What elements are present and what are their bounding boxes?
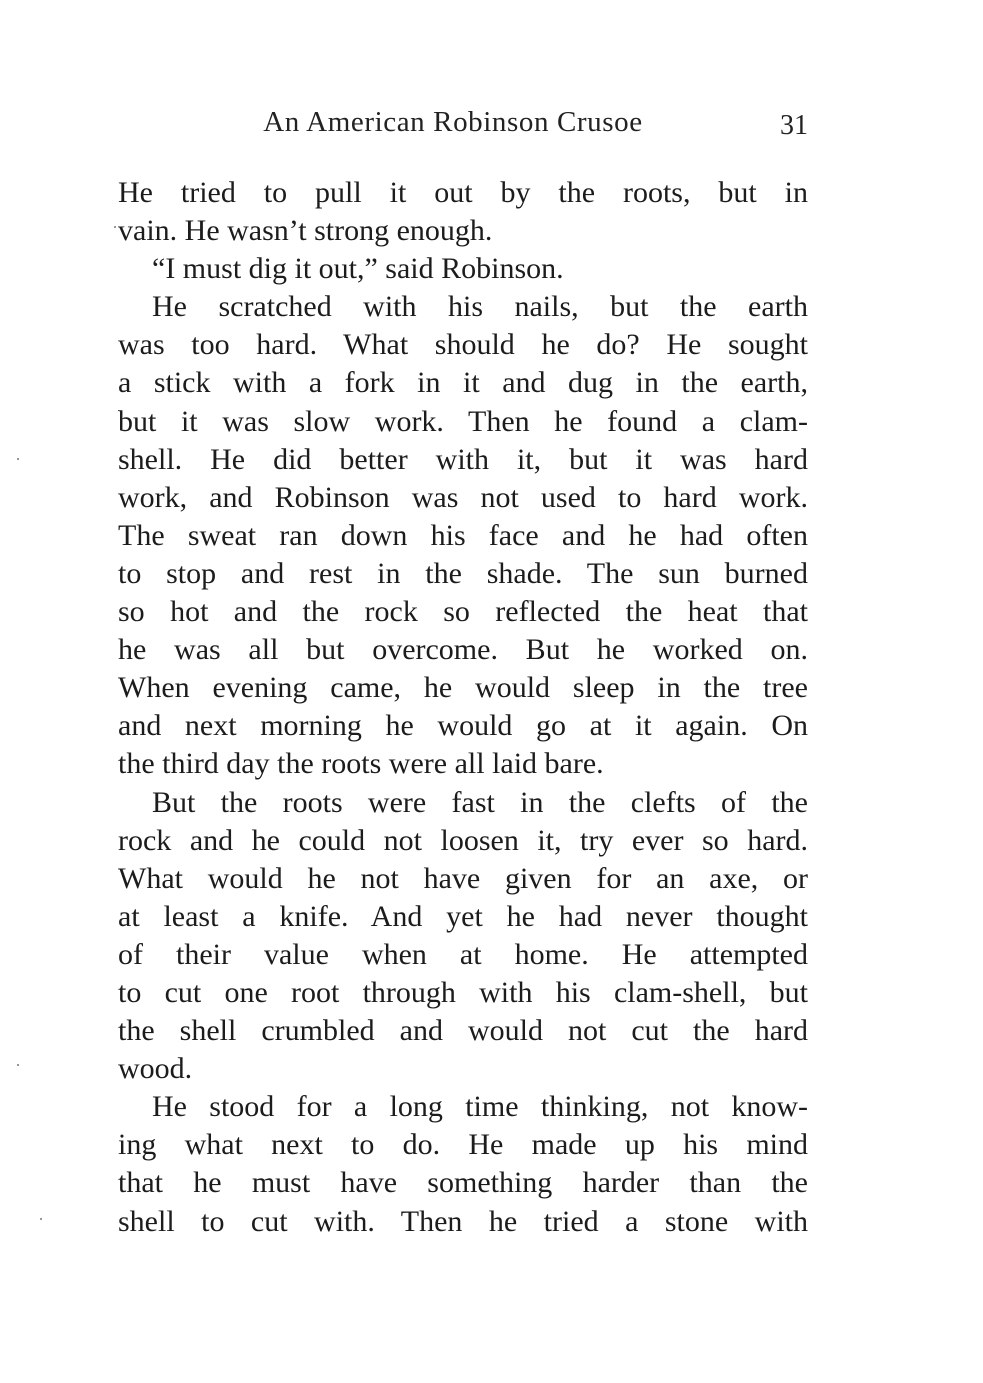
text-line: a stick with a fork in it and dug in the earth, <box>118 366 808 400</box>
text-line: the shell crumbled and would not cut the hard <box>118 1014 808 1048</box>
text-line: What would he not have given for an axe, or <box>118 861 808 895</box>
text-line: shell to cut with. Then he tried a stone with <box>118 1204 808 1238</box>
text-line: was too hard. What should he do? He sought <box>118 328 808 362</box>
running-head <box>118 106 808 146</box>
text-line: and next morning he would go at it again. On <box>118 709 808 743</box>
text-line: to cut one root through with his clam-shell, but <box>118 975 808 1009</box>
text-line: He tried to pull it out by the roots, but in <box>118 176 808 209</box>
scan-speck <box>40 1218 42 1220</box>
text-line: He stood for a long time thinking, not know- <box>152 1090 808 1124</box>
text-line: When evening came, he would sleep in the tree <box>118 671 808 705</box>
text-line: But the roots were fast in the clefts of the <box>152 785 808 819</box>
text-line: he was all but overcome. But he worked on. <box>118 633 808 667</box>
running-title: An American Robinson Crusoe <box>263 106 643 138</box>
text-line: to stop and rest in the shade. The sun burned <box>118 556 808 590</box>
text-line: rock and he could not loosen it, try ever so hard. <box>118 823 808 857</box>
text-line: so hot and the rock so reflected the heat that <box>118 595 808 629</box>
text-line: that he must have something harder than the <box>118 1166 808 1200</box>
scan-speck <box>17 458 19 460</box>
paragraph-3 <box>118 288 808 783</box>
body-text <box>118 174 808 1241</box>
text-line: at least a knife. And yet he had never thought <box>118 899 808 933</box>
text-line: He scratched with his nails, but the earth <box>152 290 808 324</box>
text-line: shell. He did better with it, but it was hard <box>118 442 808 476</box>
paragraph-1 <box>118 174 808 250</box>
text-line: but it was slow work. Then he found a clam- <box>118 404 808 438</box>
scan-speck <box>17 1064 19 1066</box>
page-number: 31 <box>780 110 808 141</box>
text-line: the third day the roots were all laid bare. <box>118 747 604 781</box>
paragraph-5 <box>118 1088 808 1240</box>
text-line: vain. He wasn’t strong enough. <box>118 214 493 248</box>
paragraph-4 <box>118 784 808 1089</box>
text-line: The sweat ran down his face and he had often <box>118 518 808 552</box>
scan-speck <box>114 226 116 228</box>
text-line: ing what next to do. He made up his mind <box>118 1128 808 1162</box>
text-line: of their value when at home. He attempted <box>118 937 808 971</box>
text-line: work, and Robinson was not used to hard work. <box>118 480 808 514</box>
text-line: “I must dig it out,” said Robinson. <box>152 252 564 286</box>
text-line: wood. <box>118 1052 193 1086</box>
paragraph-2 <box>118 250 808 288</box>
